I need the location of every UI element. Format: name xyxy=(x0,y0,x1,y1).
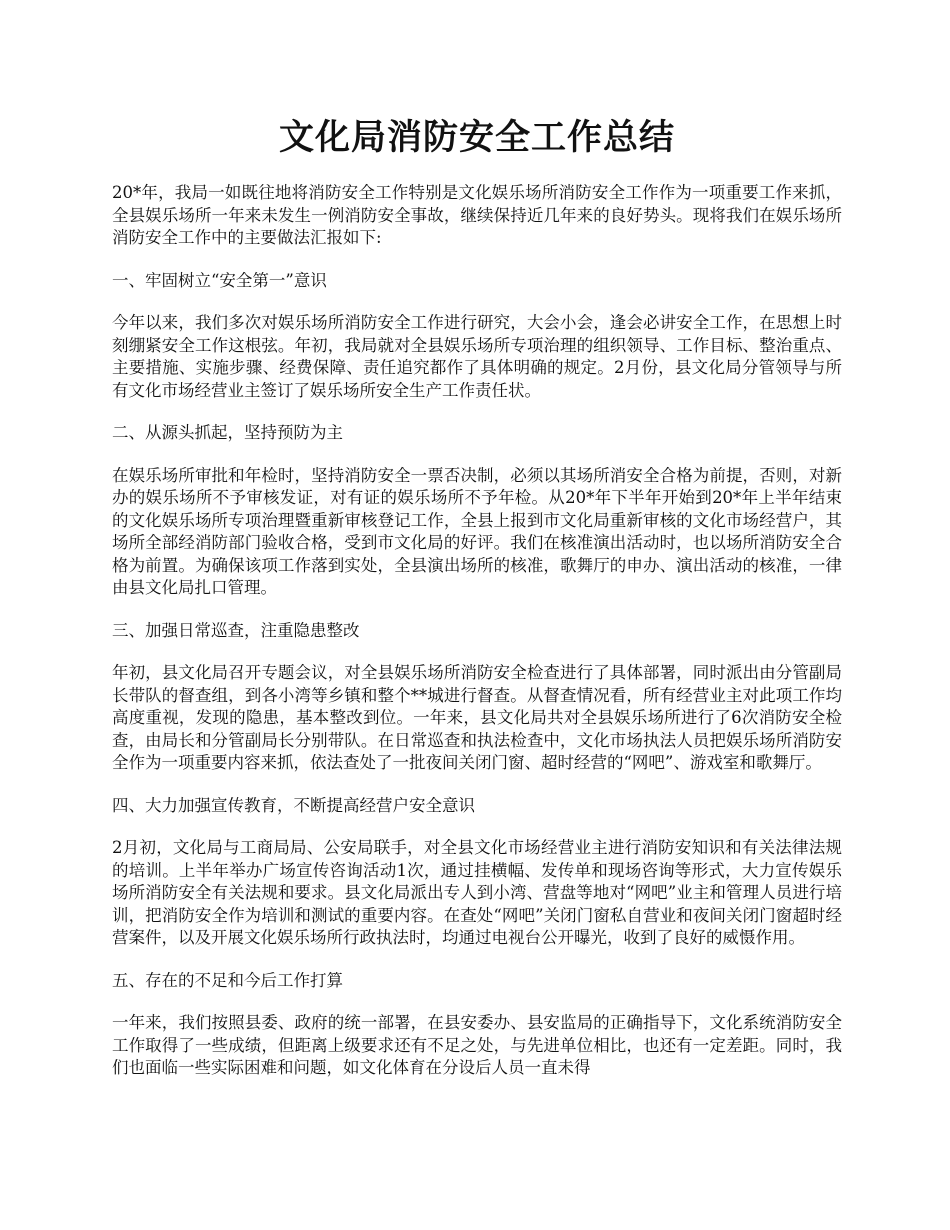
document-title: 文化局消防安全工作总结 xyxy=(278,117,675,158)
section-1-body: 今年以来，我们多次对娱乐场所消防安全工作进行研究，大会小会，逢会必讲安全工作，在思想上时刻绷紧安全工作这根弦。年初，我局就对全县娱乐场所专项治理的组织领导、工作目标、整治重点、主要措施、实施步骤、经费保障、责任追究都作了具体明确的规定。2月份，县文化局分管领导与所有文化市场经营业主签订了娱乐场所安全生产工作责任状。 xyxy=(112,313,842,400)
section-4-heading: 四、大力加强宣传教育，不断提高经营户安全意识 xyxy=(112,795,475,815)
document-page xyxy=(112,0,842,1080)
section-5-body: 一年来，我们按照县委、政府的统一部署，在县安委办、县安监局的正确指导下，文化系统消防安全工作取得了一些成绩，但距离上级要求还有不足之处，与先进单位相比，也还有一定差距。同时，我们也面临一些实际困难和问题，如文化体育在分设后人员一直未得 xyxy=(112,1013,842,1077)
section-3-body: 年初，县文化局召开专题会议，对全县娱乐场所消防安全检查进行了具体部署，同时派出由分管副局长带队的督查组，到各小湾等乡镇和整个**城进行督查。从督查情况看，所有经营业主对此项工作均高度重视，发现的隐患，基本整改到位。一年来，县文化局共对全县娱乐场所进行了6次消防安全检查，由局长和分管副局长分别带队。在日常巡查和执法检查中，文化市场执法人员把娱乐场所消防安全作为一项重要内容来抓，依法查处了一批夜间关闭门窗、超时经营的“网吧”、游戏室和歌舞厅。 xyxy=(112,663,842,772)
intro-paragraph: 20*年，我局一如既往地将消防安全工作特别是文化娱乐场所消防安全工作作为一项重要工作来抓，全县娱乐场所一年来未发生一例消防安全事故，继续保持近几年来的良好势头。现将我们在娱乐场所消防安全工作中的主要做法汇报如下: xyxy=(112,183,842,247)
section-5-heading: 五、存在的不足和今后工作打算 xyxy=(112,970,343,990)
section-3-heading: 三、加强日常巡查，注重隐患整改 xyxy=(112,620,360,640)
section-1-heading: 一、牢固树立“安全第一”意识 xyxy=(112,270,327,290)
section-2-heading: 二、从源头抓起，坚持预防为主 xyxy=(112,423,343,442)
section-4-body: 2月初，文化局与工商局局、公安局联手，对全县文化市场经营业主进行消防安知识和有关法律法规的培训。上半年举办广场宣传咨询活动1次，通过挂横幅、发传单和现场咨询等形式，大力宣传娱乐场所消防安全有关法规和要求。县文化局派出专人到小湾、营盘等地对“网吧”业主和管理人员进行培训，把消防安全作为培训和测试的重要内容。在查处“网吧”关闭门窗私自营业和夜间关闭门窗超时经营案件，以及开展文化娱乐场所行政执法时，均通过电视台公开曝光，收到了良好的威慑作用。 xyxy=(112,838,842,947)
section-2-body: 在娱乐场所审批和年检时，坚持消防安全一票否决制，必须以其场所消安全合格为前提，否则，对新办的娱乐场所不予审核发证，对有证的娱乐场所不予年检。从20*年下半年开始到20*年上半年结束的文化娱乐场所专项治理暨重新审核登记工作，全县上报到市文化局重新审核的文化市场经营户，其场所全部经消防部门验收合格，受到市文化局的好评。我们在核准演出活动时，也以场所消防安全合格为前置。为确保该项工作落到实处，全县演出场所的核准，歌舞厅的申办、演出活动的核准，一律由县文化局扎口管理。 xyxy=(112,465,842,597)
